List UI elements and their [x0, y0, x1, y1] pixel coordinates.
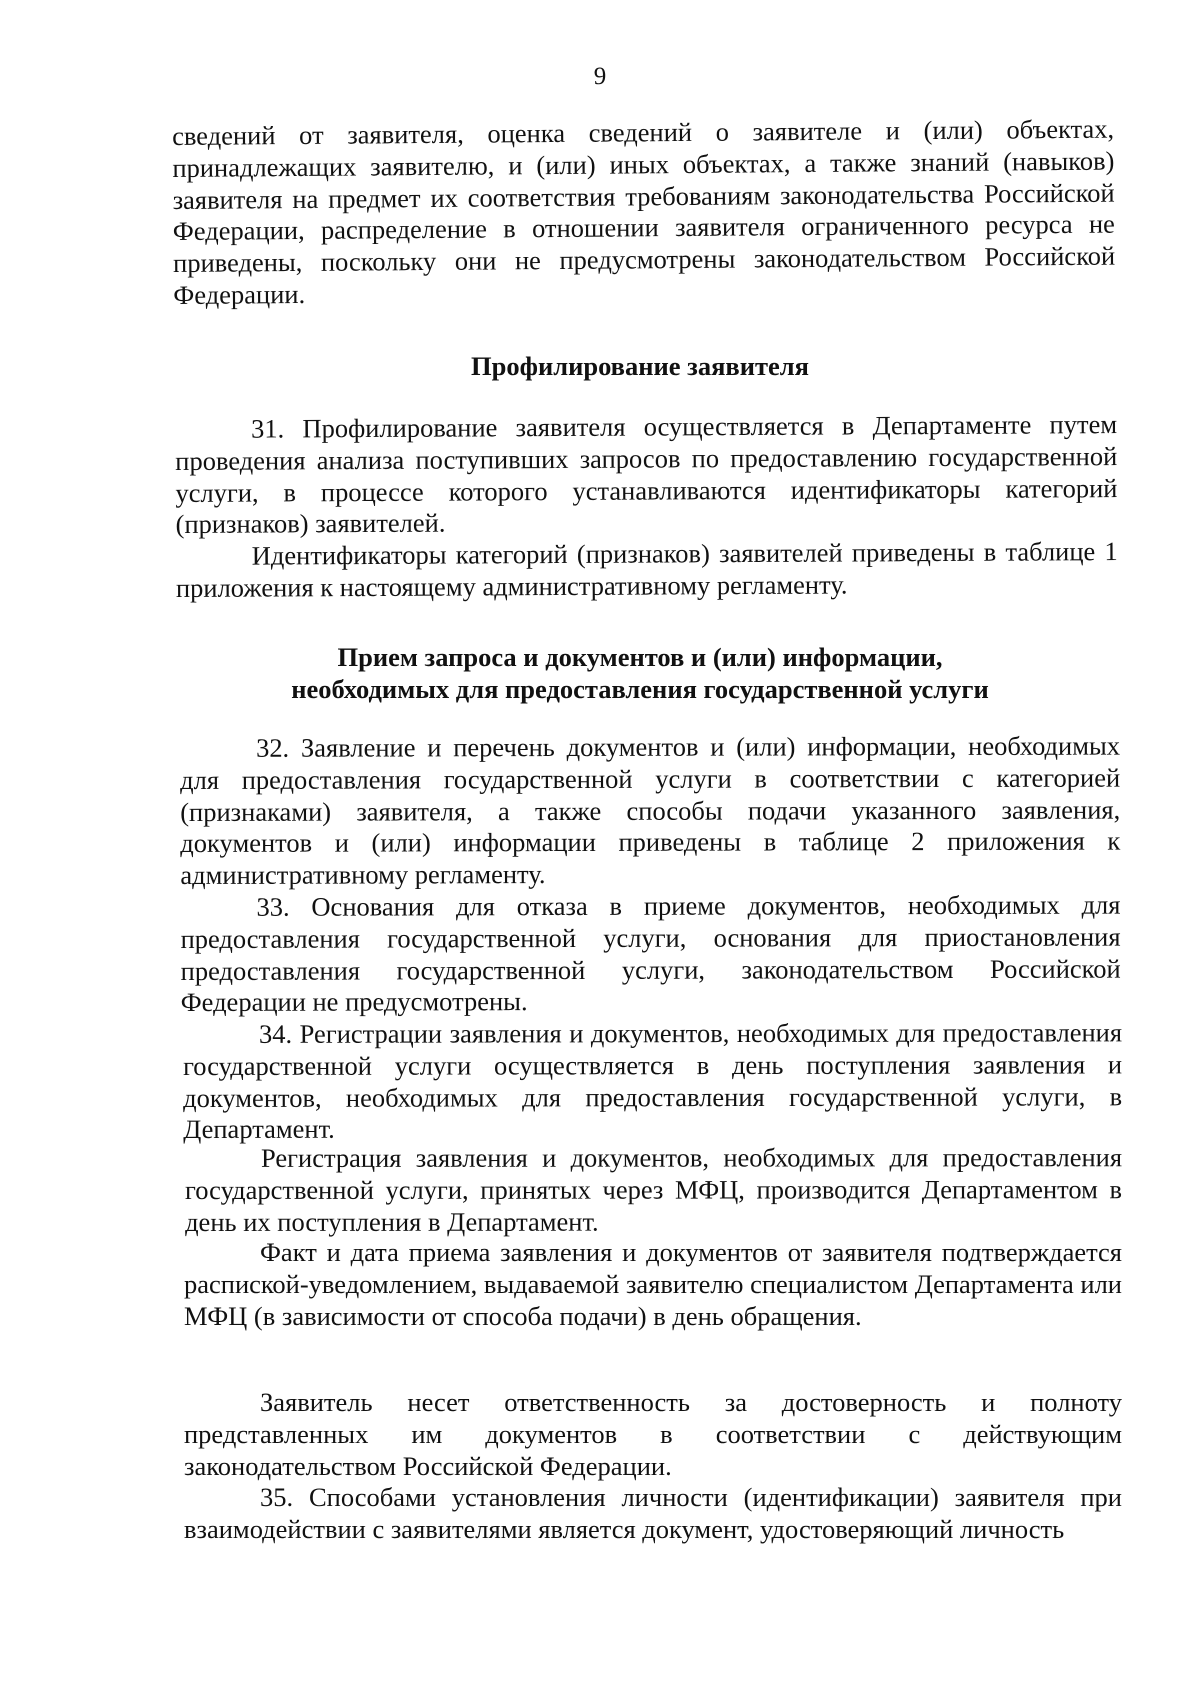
paragraph-32: 32. Заявление и перечень документов и (или) информации, необходимых для предоставления государственной услуги в соответствии с категорией (признаками) заявителя, а также способы подачи указанного заявления, документов и (или) информации приведены в таблице 2 приложения к административному регламенту. — [180, 730, 1121, 891]
paragraph-responsibility: Заявитель несет ответственность за достоверность и полноту представленных им документов в соответствии с действующим законодательством Российской Федерации. — [184, 1387, 1122, 1481]
section-heading-reception-line1: Прием запроса и документов и (или) информации, — [337, 642, 943, 672]
section-heading-reception — [40, 641, 1200, 705]
paragraph-registration-mfc: Регистрация заявления и документов, необходимых для предоставления государственной услуги, принятых через МФЦ, производится Департаментом в день их поступления в Департамент. — [185, 1142, 1123, 1237]
profiling-block — [175, 409, 1118, 605]
intro-paragraph: сведений от заявителя, оценка сведений о заявителе и (или) объектах, принадлежащих заявителю, и (или) иных объектах, а также знаний (навыков) заявителя на предмет их соответствия требованиям законодательства Российской Федерации, распределение в отношении заявителя ограниченного ресурса не приведены, поскольку они не предусмотрены законодательством Российской Федерации. — [172, 113, 1116, 310]
paragraph-fact-and-date: Факт и дата приема заявления и документов от заявителя подтверждается распиской-уведомлением, выдаваемой заявителю специалистом Департамента или МФЦ (в зависимости от способа подачи) в день обращения. — [184, 1237, 1122, 1331]
reception-block-2 — [183, 1017, 1122, 1146]
section-heading-profiling — [40, 350, 1200, 382]
paragraph-35: 35. Способами установления личности (идентификации) заявителя при взаимодействии с заявителями является документ, удостоверяющий личность — [184, 1482, 1122, 1544]
paragraph-31: 31. Профилирование заявителя осуществляется в Департаменте путем проведения анализа поступивших запросов по предоставлению государственной услуги, в процессе которого устанавливаются идентификаторы категорий (признаков) заявителей. — [175, 409, 1118, 540]
page-number: 9 — [593, 63, 607, 90]
reception-block-1 — [180, 731, 1121, 1020]
reception-block-5 — [184, 1387, 1122, 1482]
reception-block-3 — [185, 1142, 1122, 1238]
reception-block-6 — [184, 1482, 1122, 1546]
reception-block-4 — [184, 1237, 1122, 1332]
intro-block — [172, 114, 1115, 312]
paragraph-identifiers: Идентификаторы категорий (признаков) заявителей приведены в таблице 1 приложения к настоящему административному регламенту. — [175, 536, 1118, 603]
paragraph-34: 34. Регистрации заявления и документов, необходимых для предоставления государственной услуги осуществляется в день поступления заявления и документов, необходимых для предоставления государственной услуги, в Департамент. — [183, 1017, 1123, 1145]
section-heading-profiling-text: Профилирование заявителя — [471, 351, 809, 381]
paragraph-33: 33. Основания для отказа в приеме документов, необходимых для предоставления государственной услуги, основания для приостановления предоставления государственной услуги, законодательством Российской Федерации не предусмотрены. — [180, 889, 1121, 1018]
section-heading-reception-line2: необходимых для предоставления государственной услуги — [291, 674, 989, 704]
